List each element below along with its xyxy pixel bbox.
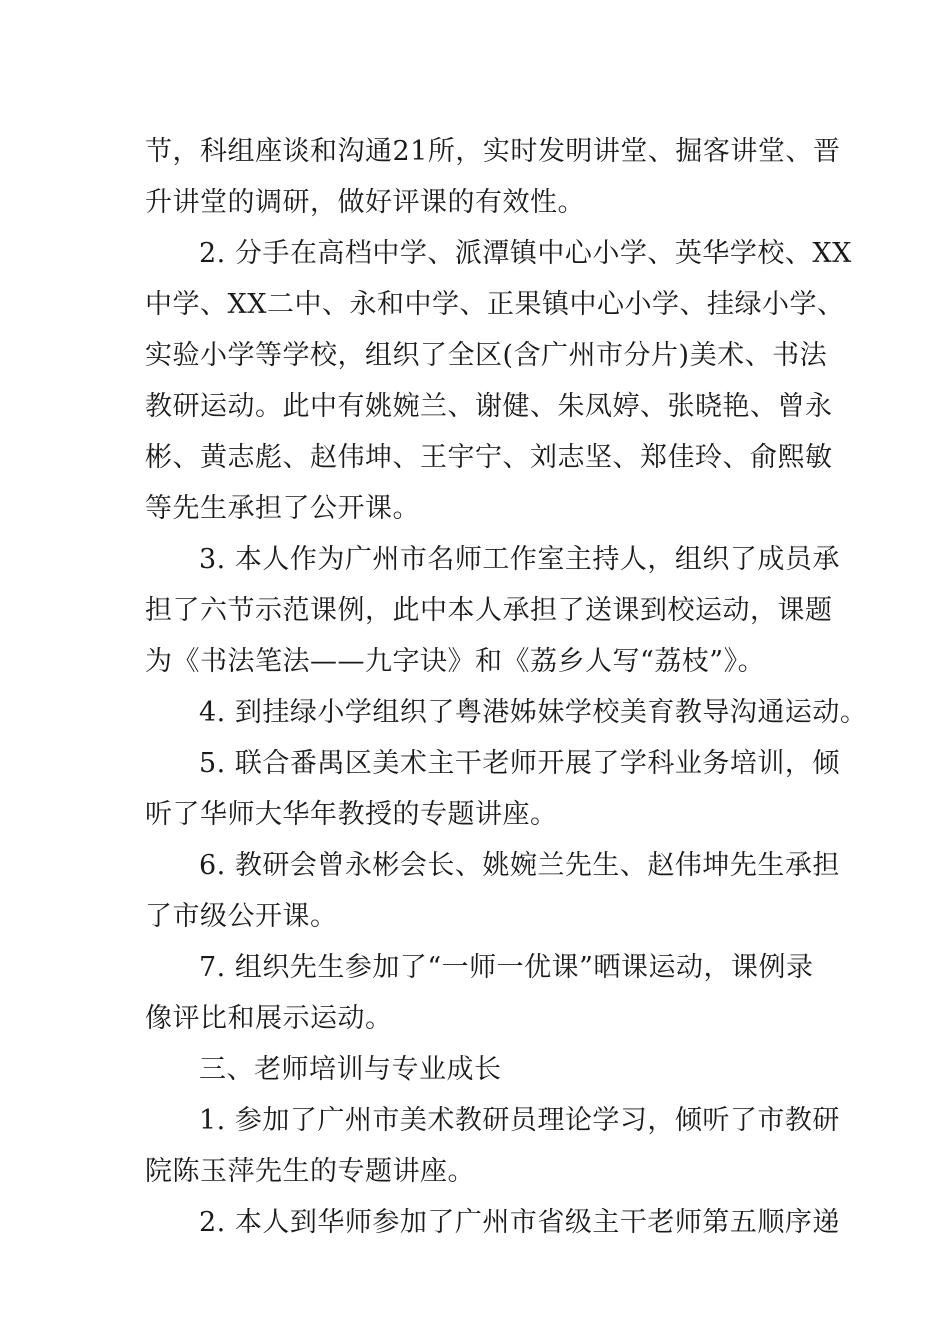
text-line: 院陈玉萍先生的专题讲座。 [145,1156,475,1187]
text-line: 4. 到挂绿小学组织了粤港姊妹学校美育教导沟通运动。 [199,697,868,728]
text-line: 1. 参加了广州市美术教研员理论学习，倾听了市教研 [199,1105,840,1136]
text-line: 6. 教研会曾永彬会长、姚婉兰先生、赵伟坤先生承担 [199,850,840,881]
text-line: 3. 本人作为广州市名师工作室主持人，组织了成员承 [199,544,840,575]
text-line: 三、老师培训与专业成长 [199,1054,502,1085]
text-line: 中学、XX二中、永和中学、正果镇中心小学、挂绿小学、 [145,289,845,320]
text-line: 2. 本人到华师参加了广州市省级主干老师第五顺序递 [199,1207,840,1238]
text-line: 担了六节示范课例，此中本人承担了送课到校运动，课题 [145,595,833,626]
text-line: 为《书法笔法——九字诀》和《荔乡人写“荔枝”》。 [145,646,766,677]
text-line: 了市级公开课。 [145,901,338,932]
text-line: 7. 组织先生参加了“一师一优课”晒课运动，课例录 [199,952,814,983]
text-line: 2. 分手在高档中学、派潭镇中心小学、英华学校、XX [199,238,852,269]
text-line: 像评比和展示运动。 [145,1003,393,1034]
text-line: 节，科组座谈和沟通21所，实时发明讲堂、掘客讲堂、晋 [145,136,841,167]
text-line: 5. 联合番禺区美术主干老师开展了学科业务培训，倾 [199,748,840,779]
text-line: 等先生承担了公开课。 [145,493,420,524]
text-line: 升讲堂的调研，做好评课的有效性。 [145,187,585,218]
text-line: 实验小学等学校，组织了全区(含广州市分片)美术、书法 [145,340,828,371]
document-body [145,126,868,1248]
text-line: 教研运动。此中有姚婉兰、谢健、朱凤婷、张晓艳、曾永 [145,391,833,422]
text-line: 彬、黄志彪、赵伟坤、王宇宁、刘志坚、郑佳玲、俞熙敏 [145,442,833,473]
text-line: 听了华师大华年教授的专题讲座。 [145,799,558,830]
